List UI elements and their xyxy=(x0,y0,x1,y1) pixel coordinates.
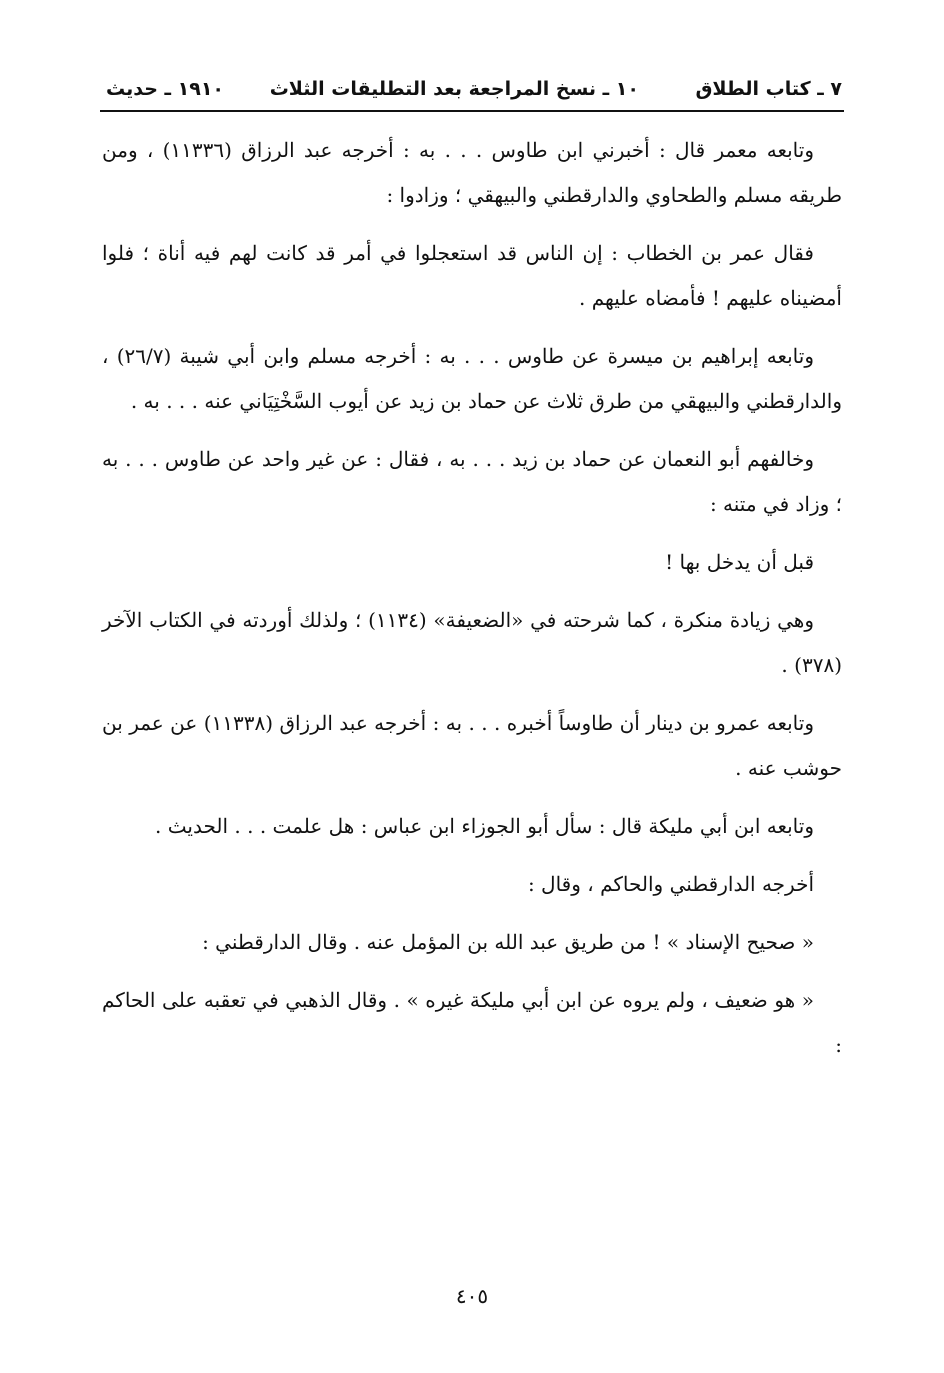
paragraph: فقال عمر بن الخطاب : إن الناس قد استعجلوا في أمر قد كانت لهم فيه أناة ؛ فلوا أمضيناه عليهم ! فأمضاه عليهم . xyxy=(102,241,842,310)
page-number: ٤٠٥ xyxy=(455,1284,489,1308)
paragraph: وخالفهم أبو النعمان عن حماد بن زيد . . . به ، فقال : عن غير واحد عن طاوس . . . به ؛ وزاد في متنه : xyxy=(102,447,842,516)
paragraph: وتابعه معمر قال : أخبرني ابن طاوس . . . به : أخرجه عبد الرزاق (١١٣٣٦) ، ومن طريقه مسلم والطحاوي والدارقطني والبيهقي ؛ وزادوا : xyxy=(102,138,842,207)
page-body xyxy=(102,128,842,1081)
paragraph: وتابعه عمرو بن دينار أن طاوساً أخبره . . . به : أخرجه عبد الرزاق (١١٣٣٨) عن عمر بن حوشب عنه . xyxy=(102,711,842,780)
running-header xyxy=(100,68,844,110)
paragraph: « صحيح الإسناد » ! من طريق عبد الله بن المؤمل عنه . وقال الدارقطني : xyxy=(202,930,814,954)
paragraph: قبل أن يدخل بها ! xyxy=(665,550,814,574)
header-section: ١٠ ـ نسخ المراجعة بعد التطليقات الثلاث xyxy=(269,78,639,100)
header-hadith-number: ١٩١٠ ـ حديث xyxy=(106,78,225,100)
paragraph: وتابعه إبراهيم بن ميسرة عن طاوس . . . به : أخرجه مسلم وابن أبي شيبة (٢٦/٧) ، والدارقطني والبيهقي من طرق ثلاث عن حماد بن زيد عن أيوب السَّخْتِيَاني عنه . . . به . xyxy=(102,344,842,413)
header-chapter: ٧ ـ كتاب الطلاق xyxy=(695,78,842,100)
paragraph: وهي زيادة منكرة ، كما شرحته في «الضعيفة» (١١٣٤) ؛ ولذلك أوردته في الكتاب الآخر (٣٧٨) . xyxy=(102,608,842,677)
paragraph: « هو ضعيف ، ولم يروه عن ابن أبي مليكة غيره » . وقال الذهبي في تعقبه على الحاكم : xyxy=(102,988,842,1057)
paragraph: وتابعه ابن أبي مليكة قال : سأل أبو الجوزاء ابن عباس : هل علمت . . . الحديث . xyxy=(155,814,814,838)
paragraph: أخرجه الدارقطني والحاكم ، وقال : xyxy=(527,872,814,896)
header-divider xyxy=(100,110,844,112)
